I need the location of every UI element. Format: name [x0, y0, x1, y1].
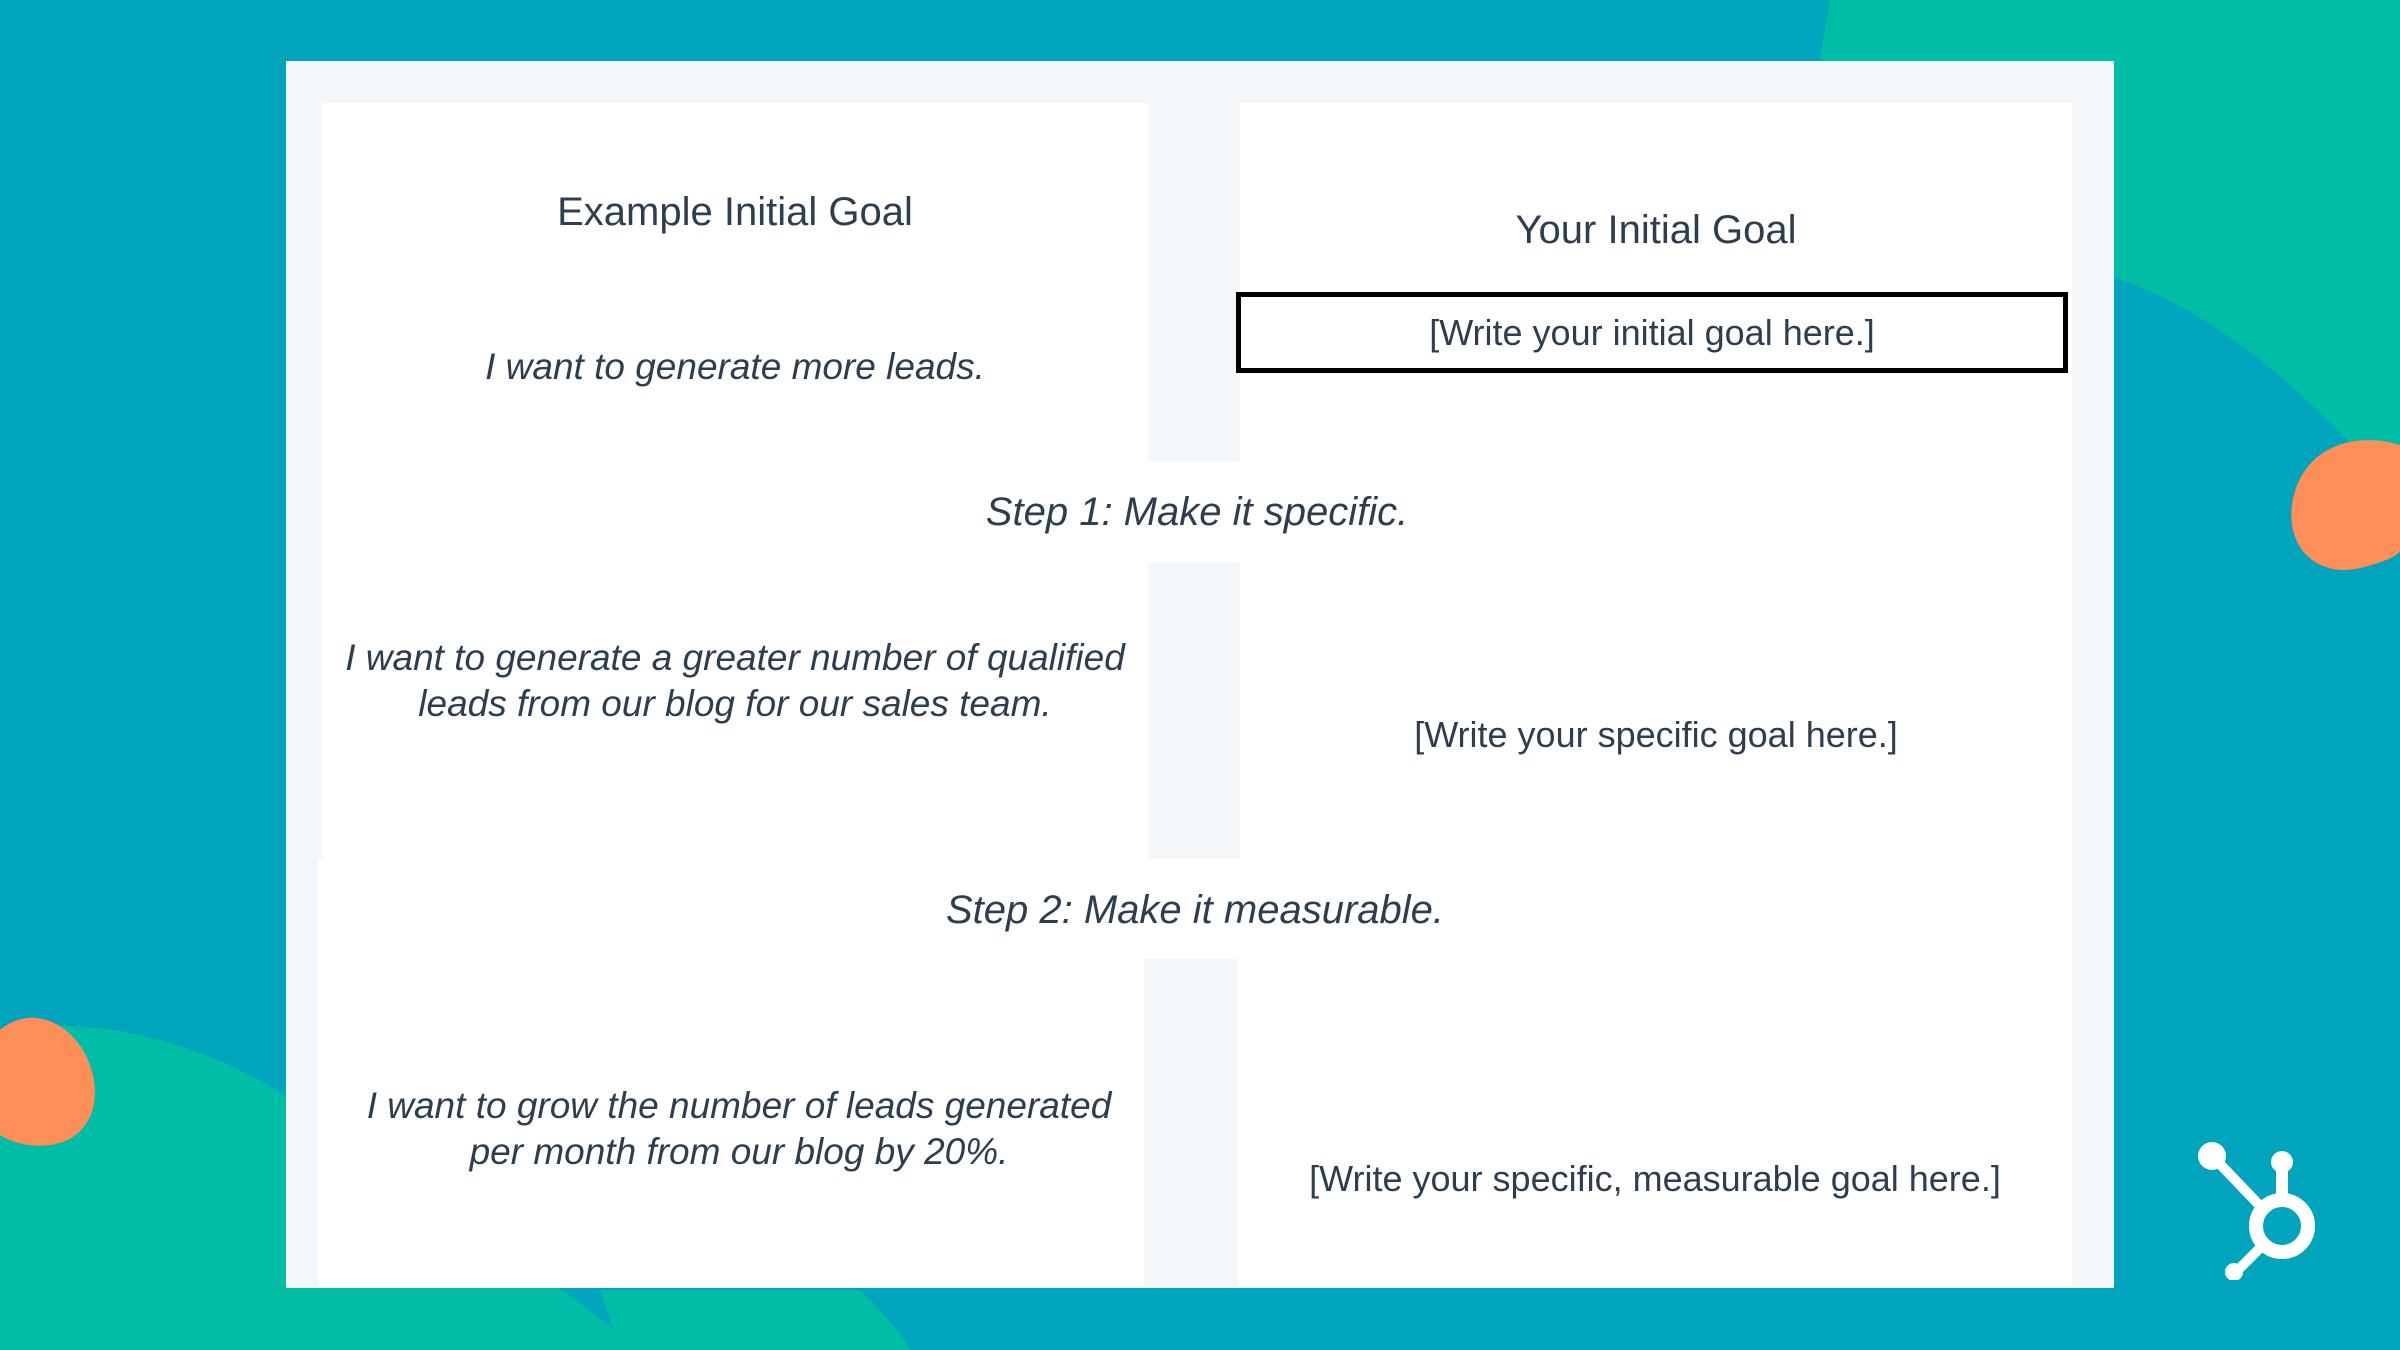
your-initial-goal-heading: Your Initial Goal [1515, 207, 1797, 252]
step1-title: Step 1: Make it specific. [985, 489, 1409, 534]
orange-blob-right [2291, 440, 2400, 570]
hubspot-sprocket-icon [2196, 1140, 2336, 1280]
panel-right-top [1240, 103, 2072, 461]
goal-worksheet [286, 61, 2114, 1288]
measurable-goal-field[interactable]: [Write your specific, measurable goal here.] [1309, 1158, 2001, 1199]
specific-goal-field[interactable]: [Write your specific goal here.] [1414, 714, 1898, 755]
example-initial-goal-text: I want to generate more leads. [485, 346, 985, 387]
initial-goal-field[interactable]: [Write your initial goal here.] [1236, 292, 2068, 373]
panel-right-bottom [1238, 959, 2072, 1288]
example-initial-goal-heading: Example Initial Goal [557, 189, 913, 234]
example-measurable-goal-text: I want to grow the number of leads generated per month from our blog by 20%. [366, 1085, 1112, 1172]
example-specific-goal-text: I want to generate a greater number of qualified leads from our blog for our sales team. [345, 637, 1125, 724]
green-band-bottom [600, 1290, 910, 1350]
panel-left-top [322, 103, 1148, 461]
step2-title: Step 2: Make it measurable. [945, 887, 1445, 932]
